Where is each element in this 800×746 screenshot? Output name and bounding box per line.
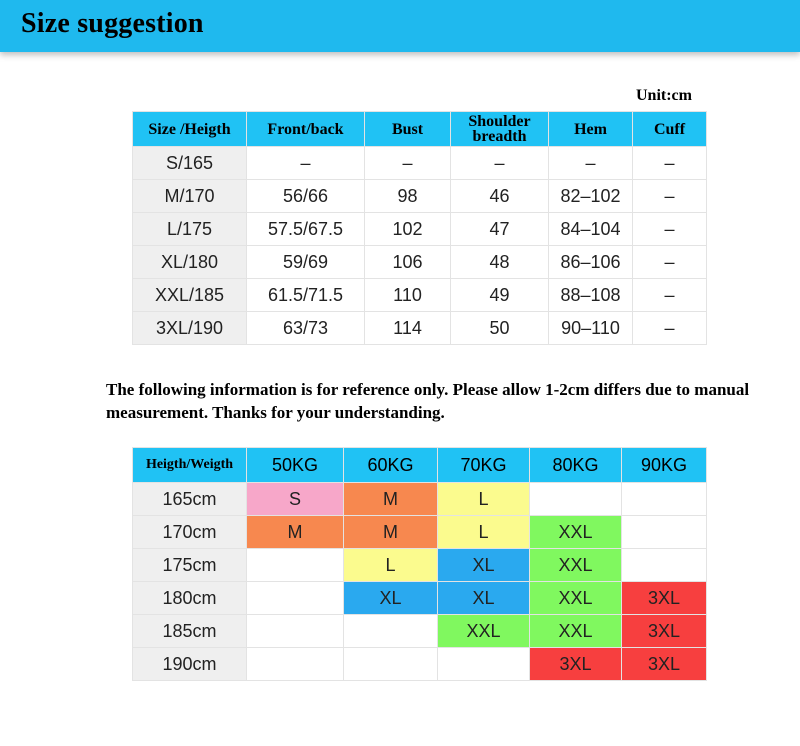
recommended-size-cell bbox=[247, 549, 344, 582]
height-cell: 165cm bbox=[133, 483, 247, 516]
recommended-size-cell: XXL bbox=[530, 549, 622, 582]
recommended-size-cell bbox=[622, 549, 707, 582]
measurement-cell: – bbox=[633, 312, 707, 345]
measurement-cell: – bbox=[633, 213, 707, 246]
measurement-cell: 63/73 bbox=[247, 312, 365, 345]
measurement-cell: 61.5/71.5 bbox=[247, 279, 365, 312]
column-header: Bust bbox=[365, 112, 451, 147]
column-header: 60KG bbox=[344, 448, 438, 483]
measurement-cell: 86–106 bbox=[549, 246, 633, 279]
table-row bbox=[133, 180, 707, 213]
measurement-cell: – bbox=[633, 147, 707, 180]
recommended-size-cell: M bbox=[344, 516, 438, 549]
recommended-size-cell: S bbox=[247, 483, 344, 516]
recommended-size-cell bbox=[247, 615, 344, 648]
recommended-size-cell: 3XL bbox=[530, 648, 622, 681]
recommended-size-cell bbox=[438, 648, 530, 681]
measurement-cell: 114 bbox=[365, 312, 451, 345]
recommended-size-cell bbox=[530, 483, 622, 516]
recommended-size-cell: XXL bbox=[530, 582, 622, 615]
height-cell: 190cm bbox=[133, 648, 247, 681]
recommended-size-cell: L bbox=[438, 516, 530, 549]
measurement-cell: – bbox=[633, 279, 707, 312]
measurement-cell: 57.5/67.5 bbox=[247, 213, 365, 246]
measurement-cell: 59/69 bbox=[247, 246, 365, 279]
column-header: Front/back bbox=[247, 112, 365, 147]
recommended-size-cell: XXL bbox=[438, 615, 530, 648]
table-row bbox=[133, 246, 707, 279]
height-cell: 175cm bbox=[133, 549, 247, 582]
recommended-size-cell: XXL bbox=[530, 516, 622, 549]
table-row bbox=[133, 549, 707, 582]
size-height-cell: M/170 bbox=[133, 180, 247, 213]
measurement-cell: 50 bbox=[451, 312, 549, 345]
recommended-size-cell: 3XL bbox=[622, 615, 707, 648]
recommended-size-cell: XL bbox=[344, 582, 438, 615]
measurement-cell: 98 bbox=[365, 180, 451, 213]
measurement-cell: 48 bbox=[451, 246, 549, 279]
recommended-size-cell bbox=[247, 648, 344, 681]
measurement-cell: – bbox=[247, 147, 365, 180]
column-header: Heigth/Weigth bbox=[133, 448, 247, 483]
measurement-cell: 102 bbox=[365, 213, 451, 246]
column-header: 50KG bbox=[247, 448, 344, 483]
table-row bbox=[133, 615, 707, 648]
column-header: 70KG bbox=[438, 448, 530, 483]
column-header: 90KG bbox=[622, 448, 707, 483]
size-height-cell: XL/180 bbox=[133, 246, 247, 279]
recommended-size-cell: XL bbox=[438, 582, 530, 615]
table-row bbox=[133, 516, 707, 549]
column-header: 80KG bbox=[530, 448, 622, 483]
recommended-size-cell: XL bbox=[438, 549, 530, 582]
measurement-cell: – bbox=[365, 147, 451, 180]
measurement-cell: 90–110 bbox=[549, 312, 633, 345]
header-bar bbox=[0, 0, 800, 52]
page-title: Size suggestion bbox=[21, 8, 204, 39]
table-row bbox=[133, 279, 707, 312]
height-weight-table bbox=[132, 447, 707, 681]
height-cell: 180cm bbox=[133, 582, 247, 615]
measurement-cell: 56/66 bbox=[247, 180, 365, 213]
recommended-size-cell: M bbox=[247, 516, 344, 549]
height-cell: 170cm bbox=[133, 516, 247, 549]
recommended-size-cell: L bbox=[438, 483, 530, 516]
recommended-size-cell bbox=[344, 648, 438, 681]
recommended-size-cell bbox=[622, 483, 707, 516]
measurement-cell: – bbox=[549, 147, 633, 180]
measurement-cell: 47 bbox=[451, 213, 549, 246]
measurement-cell: 84–104 bbox=[549, 213, 633, 246]
recommended-size-cell bbox=[247, 582, 344, 615]
height-weight-header-row bbox=[133, 448, 707, 483]
measurement-cell: 46 bbox=[451, 180, 549, 213]
recommended-size-cell bbox=[344, 615, 438, 648]
measurement-cell: – bbox=[633, 180, 707, 213]
size-height-cell: XXL/185 bbox=[133, 279, 247, 312]
measurement-cell: 49 bbox=[451, 279, 549, 312]
table-row bbox=[133, 147, 707, 180]
recommended-size-cell: M bbox=[344, 483, 438, 516]
measurement-cell: 110 bbox=[365, 279, 451, 312]
table-row bbox=[133, 312, 707, 345]
column-header: Cuff bbox=[633, 112, 707, 147]
unit-label: Unit:cm bbox=[636, 87, 692, 104]
recommended-size-cell bbox=[622, 516, 707, 549]
height-cell: 185cm bbox=[133, 615, 247, 648]
recommended-size-cell: L bbox=[344, 549, 438, 582]
table-row bbox=[133, 582, 707, 615]
measurement-cell: 88–108 bbox=[549, 279, 633, 312]
measurement-cell: – bbox=[451, 147, 549, 180]
size-height-cell: 3XL/190 bbox=[133, 312, 247, 345]
table-row bbox=[133, 648, 707, 681]
table-row bbox=[133, 483, 707, 516]
reference-note: The following information is for reference only. Please allow 1-2cm differs due to manual measurement. Thanks for your understanding. bbox=[106, 380, 750, 422]
measurement-cell: – bbox=[633, 246, 707, 279]
measurement-cell: 82–102 bbox=[549, 180, 633, 213]
recommended-size-cell: 3XL bbox=[622, 648, 707, 681]
column-header: Shoulder breadth bbox=[451, 112, 549, 147]
size-height-cell: S/165 bbox=[133, 147, 247, 180]
size-chart-header-row bbox=[133, 112, 707, 147]
table-row bbox=[133, 213, 707, 246]
column-header: Hem bbox=[549, 112, 633, 147]
size-chart-table bbox=[132, 111, 707, 345]
size-height-cell: L/175 bbox=[133, 213, 247, 246]
recommended-size-cell: XXL bbox=[530, 615, 622, 648]
column-header: Size /Heigth bbox=[133, 112, 247, 147]
recommended-size-cell: 3XL bbox=[622, 582, 707, 615]
measurement-cell: 106 bbox=[365, 246, 451, 279]
